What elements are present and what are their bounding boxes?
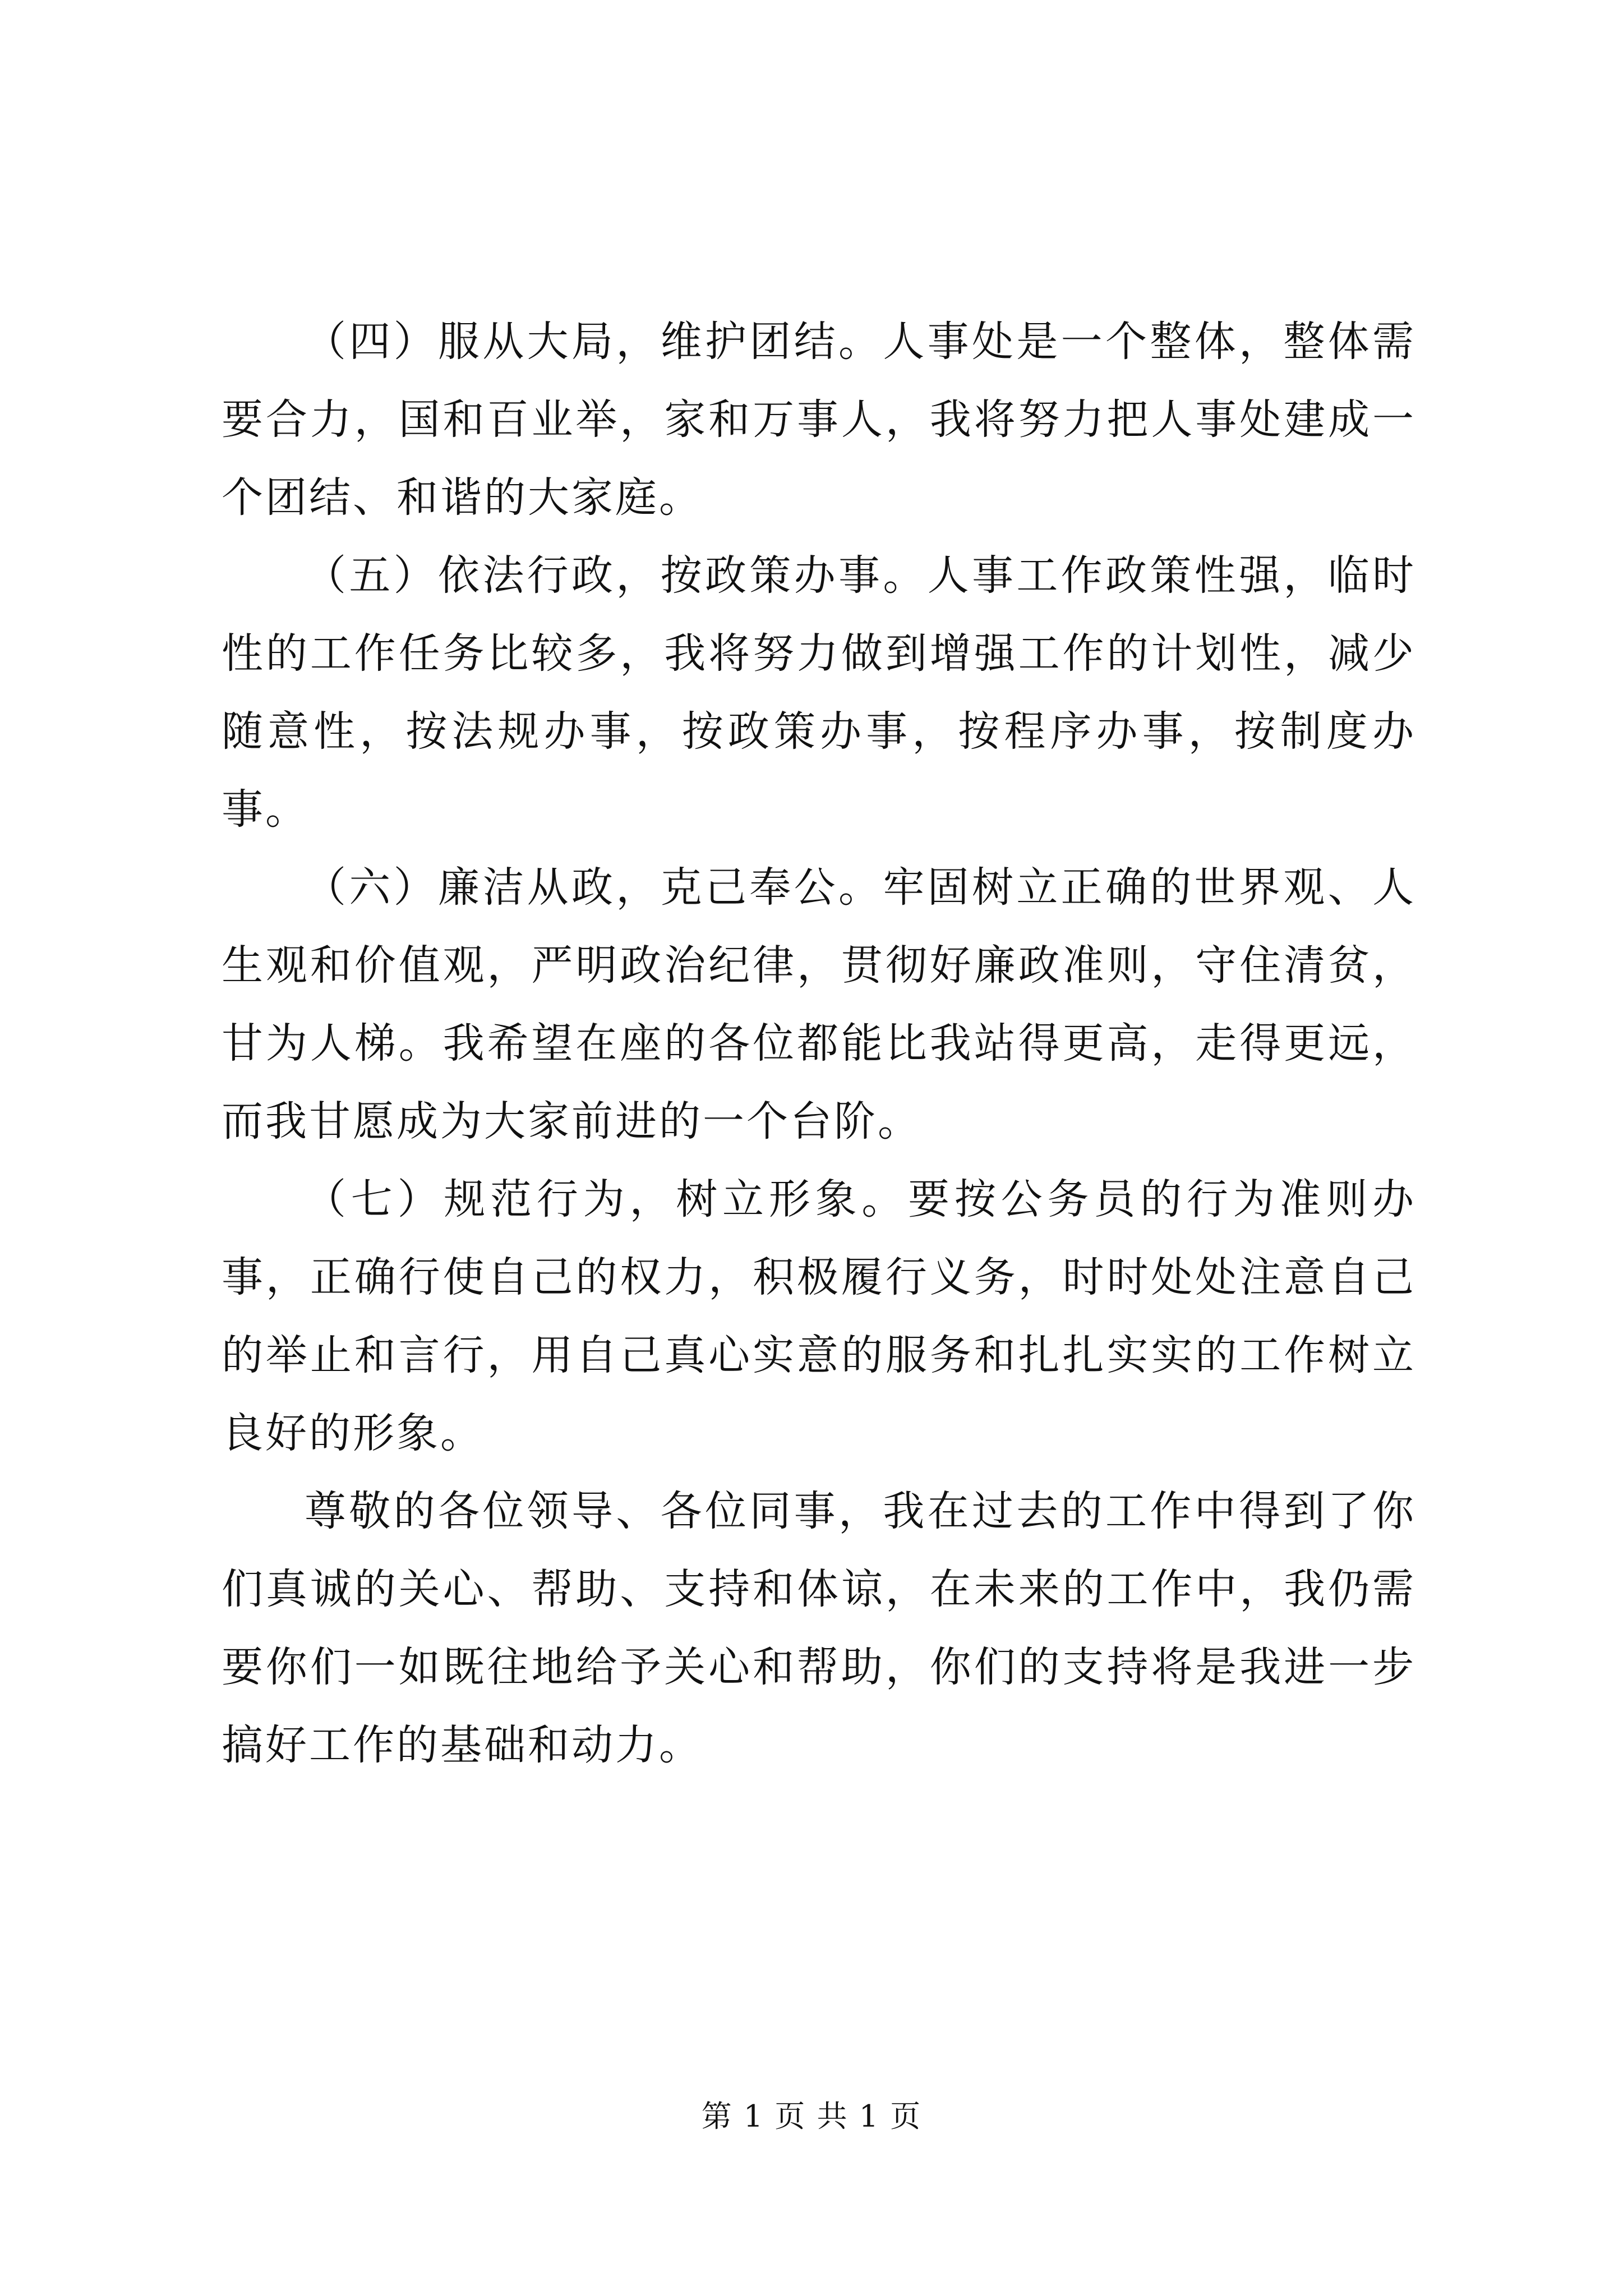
page-number-footer: 第 1 页 共 1 页	[701, 2099, 922, 2134]
paragraph-5: （五）依法行政，按政策办事。人事工作政策性强，临时性的工作任务比较多，我将努力做到增强工作的计划性，减少随意性，按法规办事，按政策办事，按程序办事，按制度办事。	[222, 551, 1416, 834]
paragraph-7: （七）规范行为，树立形象。要按公务员的行为准则办事，正确行使自己的权力，积极履行义务，时时处处注意自己的举止和言行，用自己真心实意的服务和扎扎实实的工作树立良好的形象。	[222, 1175, 1416, 1457]
paragraph-6: （六）廉洁从政，克己奉公。牢固树立正确的世界观、人生观和价值观，严明政治纪律，贯彻好廉政准则，守住清贫，甘为人梯。我希望在座的各位都能比我站得更高，走得更远，而我甘愿成为大家前进的一个台阶。	[222, 863, 1416, 1145]
document-body	[222, 303, 1416, 1784]
closing-paragraph: 尊敬的各位领导、各位同事，我在过去的工作中得到了你们真诚的关心、帮助、支持和体谅，在未来的工作中，我仍需要你们一如既往地给予关心和帮助，你们的支持将是我进一步搞好工作的基础和动力。	[222, 1487, 1416, 1769]
paragraph-4: （四）服从大局，维护团结。人事处是一个整体，整体需要合力，国和百业举，家和万事人，我将努力把人事处建成一个团结、和谐的大家庭。	[222, 318, 1416, 522]
